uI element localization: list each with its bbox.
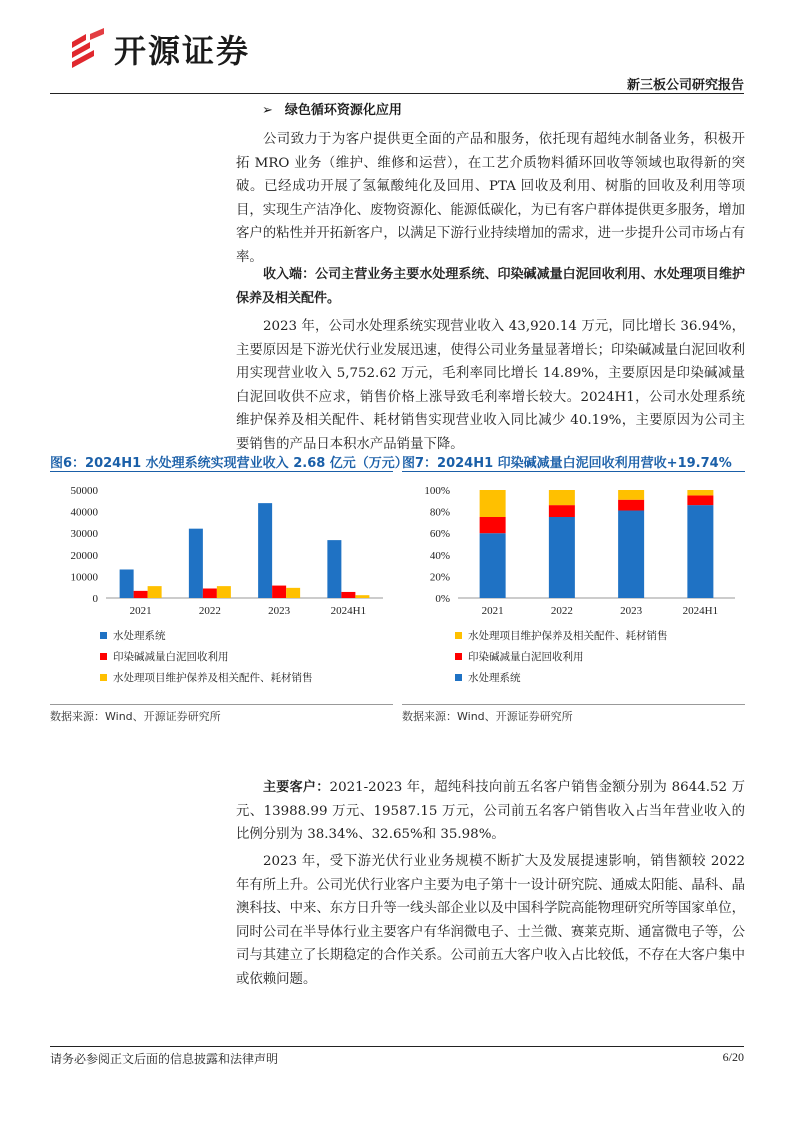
- y-tick-label: 30000: [70, 528, 98, 541]
- x-tick-label: 2023: [620, 605, 643, 617]
- legend-label: 水处理系统: [468, 672, 521, 684]
- fig7-legend-item: [455, 668, 668, 689]
- fig7-legend-item: [455, 626, 668, 647]
- legend-label: 水处理项目维护保养及相关配件、耗材销售: [113, 672, 313, 684]
- fig6-chart: [50, 476, 393, 617]
- fig6-legend: [100, 626, 313, 689]
- revenue-paragraph-block: [236, 315, 745, 456]
- customers-paragraph: [236, 776, 745, 847]
- fig6-legend-item: [100, 626, 313, 647]
- stacked-bar-segment: [687, 490, 713, 495]
- section-title: [262, 99, 402, 118]
- stacked-bar-segment: [549, 517, 575, 598]
- legend-swatch-yellow: [100, 674, 107, 681]
- stacked-bar-segment: [480, 533, 506, 598]
- customers-text: 2021-2023 年，超纯科技向前五名客户销售金额分别为 8644.52 万元、13988.99 万元、19587.15 万元，公司前五名客户销售收入占当年营业收入的比例分别为 38.34%、32.65%和 35.98%。: [236, 780, 745, 842]
- bar: [341, 592, 355, 598]
- footer-divider: [50, 1046, 744, 1047]
- customers-paragraph2-block: [236, 850, 745, 991]
- y-tick-label: 40%: [429, 549, 450, 562]
- bar: [286, 588, 300, 598]
- brand-logo-icon: [68, 28, 108, 70]
- bar: [189, 529, 203, 598]
- bar: [120, 569, 134, 598]
- bar: [134, 591, 148, 598]
- bar: [355, 595, 369, 598]
- fig6-legend-item: [100, 668, 313, 689]
- y-tick-label: 50000: [70, 485, 98, 497]
- page-number: 6/20: [722, 1050, 744, 1064]
- legend-swatch-blue: [455, 674, 462, 681]
- fig6-title-rule: [50, 471, 393, 472]
- legend-swatch-yellow: [455, 632, 462, 639]
- x-tick-label: 2024H1: [330, 605, 367, 617]
- x-tick-label: 2023: [268, 605, 291, 617]
- stacked-bar-segment: [618, 511, 644, 598]
- intro-paragraph: 公司致力于为客户提供更全面的产品和服务，依托现有超纯水制备业务，积极开拓 MRO 业务（维护、维修和运营），在工艺介质物料循环回收等领域也取得新的突破。已经成功开展了氢氟酸纯化及回用、PTA 回收及利用、树脂的回收及利用等项目，实现生产洁净化、废物资源化、能源低碳化，为已有客户群体提供更多服务，增加客户的粘性并开拓新客户，以满足下游行业持续增加的需求，进一步提升公司市场占有率。: [236, 132, 745, 265]
- y-tick-label: 40000: [70, 506, 98, 519]
- legend-label: 印染碱减量白泥回收利用: [113, 651, 229, 663]
- y-tick-label: 60%: [429, 528, 450, 541]
- fig6-legend-item: [100, 647, 313, 668]
- bar: [258, 503, 272, 598]
- y-tick-label: 0: [92, 593, 98, 605]
- customers-paragraph-block: [236, 776, 745, 847]
- customers-paragraph-2: 2023 年，受下游光伏行业业务规模不断扩大及发展提速影响，销售额较 2022 年有所上升。公司光伏行业客户主要为电子第十一设计研究院、通威太阳能、晶科、晶澳科技、中来、东方日升等一线头部企业以及中国科学院高能物理研究所等国家单位，同时公司在半导体行业主要客户有华润微电子、士兰微、赛莱克斯、通富微电子等，公司与其建立了长期稳定的合作关系。公司前五大客户收入占比较低，不存在大客户集中或依赖问题。: [236, 854, 745, 987]
- fig7-legend-item: [455, 647, 668, 668]
- brand-name: 开源证券: [114, 32, 251, 70]
- legend-swatch-red: [455, 653, 462, 660]
- header-divider: [50, 93, 744, 94]
- stacked-bar-segment: [687, 495, 713, 505]
- bar: [272, 586, 286, 598]
- bar: [203, 588, 217, 598]
- fig7-title: 图7：2024H1 印染碱减量白泥回收利用营收+19.74%: [402, 456, 732, 471]
- x-tick-label: 2022: [198, 605, 221, 617]
- customers-label: 主要客户：: [263, 780, 330, 795]
- fig7-source: 数据来源：Wind、开源证券研究所: [402, 710, 573, 723]
- footer-disclaimer: 请务必参阅正文后面的信息披露和法律声明: [50, 1052, 279, 1066]
- y-tick-label: 80%: [429, 506, 450, 519]
- bar: [217, 586, 231, 598]
- legend-label: 印染碱减量白泥回收利用: [468, 651, 584, 663]
- section-title-text: 绿色循环资源化应用: [284, 103, 402, 118]
- y-tick-label: 20000: [70, 549, 98, 562]
- revenue-heading: 收入端：公司主营业务主要水处理系统、印染碱减量白泥回收利用、水处理项目维护保养及相关配件。: [236, 267, 745, 306]
- fig7-bottom-rule: [402, 704, 745, 705]
- stacked-bar-segment: [480, 517, 506, 533]
- fig6-bottom-rule: [50, 704, 393, 705]
- x-tick-label: 2024H1: [682, 605, 719, 617]
- y-tick-label: 10000: [70, 571, 98, 584]
- legend-label: 水处理系统: [113, 630, 166, 642]
- stacked-bar-segment: [480, 490, 506, 517]
- page-header: [0, 0, 794, 100]
- intro-paragraph-block: [236, 128, 745, 269]
- bar: [148, 586, 162, 598]
- x-tick-label: 2021: [481, 605, 504, 617]
- stacked-bar-segment: [549, 505, 575, 517]
- legend-swatch-red: [100, 653, 107, 660]
- bullet-arrow-icon: ➢: [262, 103, 273, 118]
- stacked-bar-segment: [618, 500, 644, 511]
- legend-swatch-blue: [100, 632, 107, 639]
- x-tick-label: 2022: [550, 605, 573, 617]
- revenue-heading-block: [236, 263, 745, 310]
- x-tick-label: 2021: [129, 605, 152, 617]
- legend-label: 水处理项目维护保养及相关配件、耗材销售: [468, 630, 668, 642]
- stacked-bar-segment: [687, 505, 713, 598]
- y-tick-label: 0%: [435, 593, 450, 605]
- fig7-legend: [455, 626, 668, 689]
- y-tick-label: 20%: [429, 571, 450, 584]
- fig6-title: 图6：2024H1 水处理系统实现营业收入 2.68 亿元（万元）: [50, 456, 408, 471]
- revenue-paragraph: 2023 年，公司水处理系统实现营业收入 43,920.14 万元，同比增长 36.94%，主要原因是下游光伏行业发展迅速，使得公司业务量显著增长；印染碱减量白泥回收利用实现营业收入 5,752.62 万元，毛利率同比增长 14.89%，主要原因是印染碱减量白泥回收供不应求，销售价格上涨导致毛利率增长较大。2024H1，公司水处理系统维护保养及相关配件、耗材销售实现营业收入同比减少 40.19%，主要原因为公司主要销售的产品日本积水产品销量下降。: [236, 319, 745, 452]
- stacked-bar-segment: [618, 490, 644, 500]
- report-type: 新三板公司研究报告: [626, 78, 744, 93]
- fig7-chart: [402, 476, 745, 617]
- fig7-title-rule: [402, 471, 745, 472]
- y-tick-label: 100%: [424, 485, 450, 497]
- stacked-bar-segment: [549, 490, 575, 505]
- fig6-source: 数据来源：Wind、开源证券研究所: [50, 710, 221, 723]
- bar: [327, 540, 341, 598]
